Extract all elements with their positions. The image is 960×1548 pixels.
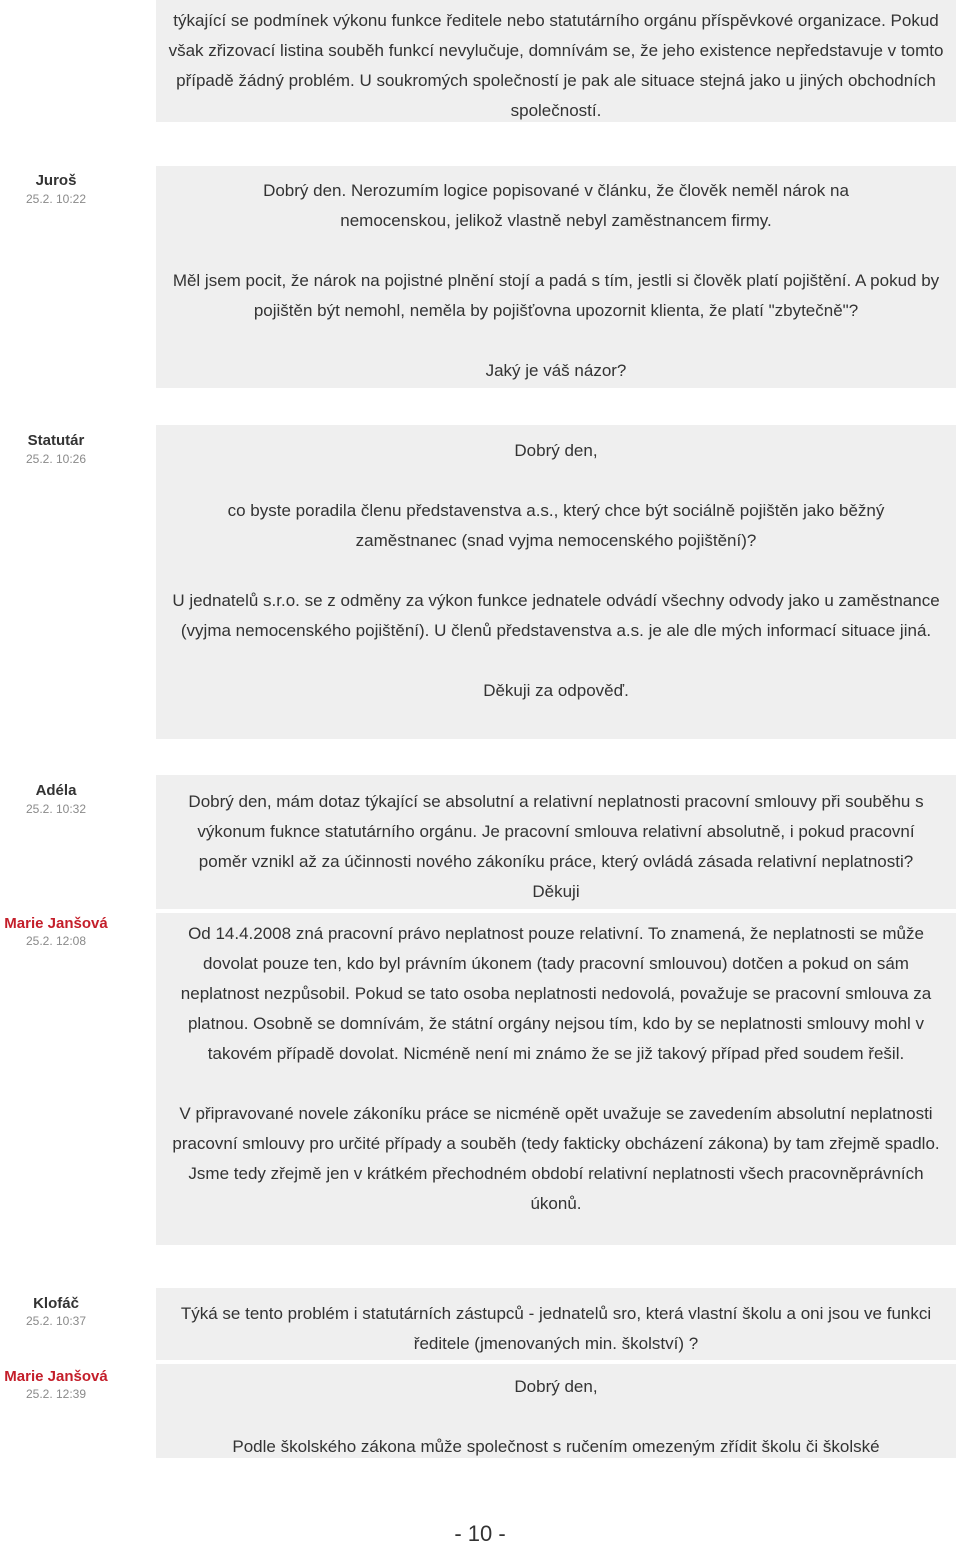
comment-box	[156, 166, 956, 388]
comment-text: týkající se podmínek výkonu funkce ředitele nebo statutárního orgánu příspěvkové organizace. Pokud však zřizovací listina souběh funkcí nevylučuje, domnívám se, že jeho existence nepředstavuje v tomto případě žádný problém. U soukromých společností je pak ale situace stejná jako u jiných obchodních společností.	[168, 11, 944, 120]
comment-text: Jaký je váš názor?	[485, 361, 627, 380]
comment-author[interactable]: Klofáč	[33, 1295, 79, 1312]
comment-text: U jednatelů s.r.o. se z odměny za výkon funkce jednatele odvádí všechny odvody jako u zaměstnance (vyjma nemocenského pojištění). U členů představenstva a.s. je ale dle mých informací situace jiná.	[172, 591, 940, 640]
comment-date: 25.2. 10:26	[25, 452, 87, 466]
comment-text: Dobrý den,	[514, 1377, 598, 1396]
comment-author[interactable]: Adéla	[35, 782, 77, 799]
comment-text: Měl jsem pocit, že nárok na pojistné plnění stojí a padá s tím, jestli si člověk platí pojištění. A pokud by pojištěn být nemohl, neměla by pojišťovna upozornit klienta, že platí "zbytečně"?	[172, 271, 940, 320]
comment-author[interactable]: Marie Janšová	[4, 915, 108, 932]
comment-box	[156, 913, 956, 1245]
comment-date: 25.2. 12:39	[25, 1387, 87, 1401]
comment-text: Týká se tento problém i statutárních zástupců - jednatelů sro, která vlastní školu a oni jsou ve funkci ředitele (jmenovaných min. školství) ?	[180, 1304, 932, 1353]
comment-author[interactable]: Juroš	[35, 172, 77, 189]
comment-date: 25.2. 10:37	[25, 1314, 87, 1328]
comment-text: Dobrý den. Nerozumím logice popisované v článku, že člověk neměl nárok na nemocenskou, jelikož vlastně nebyl zaměstnancem firmy.	[263, 181, 849, 230]
comment-date: 25.2. 12:08	[25, 934, 87, 948]
comment-text: Děkuji za odpověď.	[483, 681, 629, 700]
comment-box	[156, 425, 956, 739]
comment-text: Dobrý den, mám dotaz týkající se absolutní a relativní neplatnosti pracovní smlouvy při souběhu s výkonum fuknce statutárního orgánu. Je pracovní smlouva relativní absolutně, i pokud pracovní poměr vznikl až za účinnosti nového zákoníku práce, který ovládá zásada relativní neplatnosti? Děkuji	[188, 792, 924, 901]
comment-box	[156, 1364, 956, 1458]
comment-text: Podle školského zákona může společnost s ručením omezeným zřídit školu či školské	[232, 1437, 880, 1456]
comment-box	[156, 1288, 956, 1360]
comment-author[interactable]: Statutár	[27, 432, 85, 449]
comment-text: V připravované novele zákoníku práce se nicméně opět uvažuje se zavedením absolutní neplatnosti pracovní smlouvy pro určité případy a souběh (tedy fakticky obcházení zákona) by tam zřejmě spadlo. Jsme tedy zřejmě jen v krátkém přechodném období relativní neplatnosti všech pracovněprávních úkonů.	[172, 1104, 940, 1213]
comment-date: 25.2. 10:32	[25, 802, 87, 816]
comment-box	[156, 0, 956, 122]
comment-author[interactable]: Marie Janšová	[4, 1368, 108, 1385]
comment-box	[156, 775, 956, 909]
comment-text: Dobrý den,	[514, 441, 598, 460]
page-number: - 10 -	[454, 1521, 506, 1546]
comment-text: co byste poradila členu představenstva a.s., který chce být sociálně pojištěn jako běžný zaměstnanec (snad vyjma nemocenského pojištění)?	[227, 501, 885, 550]
comment-text: Od 14.4.2008 zná pracovní právo neplatnost pouze relativní. To znamená, že neplatnosti se může dovolat pouze ten, kdo byl právním úkonem (tady pracovní smlouvou) dotčen a pokud on sám neplatnost nezpůsobil. Pokud se tato osoba neplatnosti nedovolá, považuje se pracovní smlouva za platnou. Osobně se domnívám, že státní orgány nejsou tím, kdo by se neplatnosti smlouvy mohl v takovém případě dovolat. Nicméně není mi známo že se již takový případ před soudem řešil.	[180, 924, 932, 1063]
comment-date: 25.2. 10:22	[25, 192, 87, 206]
